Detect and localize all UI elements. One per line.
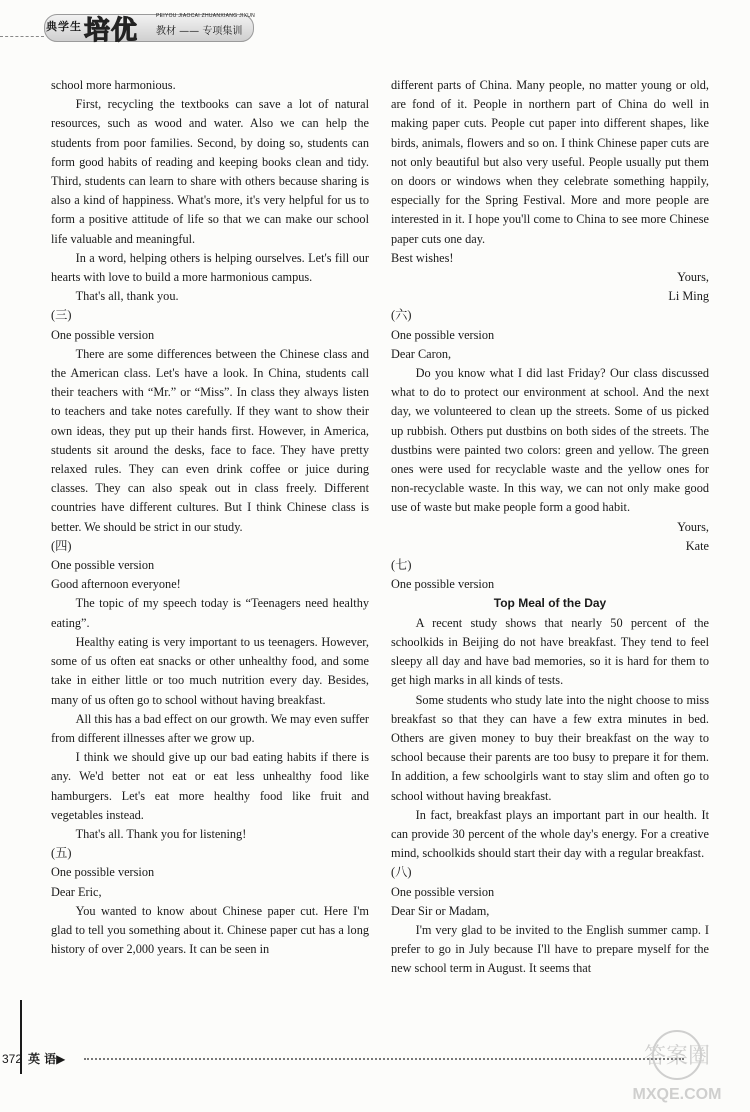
right-paragraph: Top Meal of the Day	[493, 596, 607, 611]
series-pinyin: PEIYOU JIAOCAI ZHUANXIANG JIXUN	[156, 13, 256, 19]
left-paragraph: The topic of my speech today is “Teenagers need healthy eating”.	[51, 596, 369, 630]
right-paragraph: Yours,	[677, 519, 709, 534]
left-paragraph: In a word, helping others is helping ourselves. Let's fill our hearts with love to build a more harmonious campus.	[51, 250, 369, 285]
subject-label: 英 语▶	[28, 1052, 66, 1066]
right-paragraph: Dear Sir or Madam,	[391, 903, 490, 918]
watermark-url: MXQE.COM	[632, 1086, 722, 1103]
left-paragraph: You wanted to know about Chinese paper cut. Here I'm glad to tell you something about it. Chinese paper cut has a long history of over 2,000 years. It can be seen in	[51, 903, 369, 957]
header-rule	[0, 36, 44, 37]
right-paragraph: (七)	[391, 558, 412, 573]
right-paragraph: different parts of China. Many people, no matter young or old, are fond of it. People in northern part of China do well in making paper cuts. People cut paper into different shapes, like birds, animals, flowers and so on. I think Chinese paper cuts are not only beautiful but also very useful. People usually put them on doors or windows when they celebrate something happily, especially for the Spring Festival. More and more people are interested in it. I hope you'll come to China to see more Chinese paper cuts one day.	[391, 78, 709, 246]
left-paragraph: One possible version	[51, 558, 155, 573]
right-paragraph: Kate	[685, 538, 709, 553]
left-paragraph: That's all, thank you.	[75, 289, 179, 304]
left-paragraph: (三)	[51, 308, 72, 323]
left-column	[51, 76, 369, 959]
watermark-text: 答案圈	[643, 1044, 711, 1069]
right-paragraph: Li Ming	[668, 289, 709, 304]
watermark-logo	[615, 1025, 740, 1105]
right-paragraph: Dear Caron,	[391, 346, 452, 361]
left-paragraph: (四)	[51, 538, 72, 553]
left-paragraph: One possible version	[51, 865, 155, 880]
series-small-text: 典学生	[46, 21, 82, 33]
left-paragraph: That's all. Thank you for listening!	[75, 826, 247, 841]
right-paragraph: Do you know what I did last Friday? Our class discussed what to do to protect our environment at school. And the next day, we volunteered to clean up the streets. Some of us picked up rubbish. Others put dustbins on both sides of the streets. The dustbins were painted two colors: green and yellow. The green ones were used for recyclable waste and the yellow ones for non-recyclable waste. In this way, we can not only make good use of waste but make people form a good habit.	[391, 366, 709, 515]
right-paragraph: One possible version	[391, 327, 495, 342]
footer-dotted-rule	[84, 1058, 684, 1060]
page-number: 372	[2, 1052, 23, 1066]
left-paragraph: First, recycling the textbooks can save a lot of natural resources, such as wood and water. Also we can help the students from poor families. Second, by doing so, students can form good habits of reading and keeping books clean and tidy. Third, students can learn to share with others because sharing is also a kind of happiness. What's more, it's very helpful for us to form a positive attitude of life so that we can make our school life valuable and meaningful.	[51, 97, 369, 246]
right-paragraph: Yours,	[677, 270, 709, 285]
left-paragraph: All this has a bad effect on our growth. We may even suffer from different illnesses after we grow up.	[51, 711, 369, 745]
right-paragraph: I'm very glad to be invited to the English summer camp. I prefer to go in July because I'll have to prepare myself for the new school term in August. It seems that	[391, 922, 709, 976]
right-paragraph: One possible version	[391, 577, 495, 592]
right-paragraph: Best wishes!	[391, 250, 454, 265]
left-paragraph: One possible version	[51, 327, 155, 342]
series-subtitle: 教材 —— 专项集训	[156, 26, 243, 37]
left-paragraph: (五)	[51, 846, 72, 861]
left-paragraph: I think we should give up our bad eating habits if there is any. We'd better not eat or eat less unhealthy food like hamburgers. Let's eat more healthy food like fruit and vegetables instead.	[51, 750, 369, 822]
page-header	[0, 0, 750, 58]
right-paragraph: (六)	[391, 308, 412, 323]
right-paragraph: Some students who study late into the night choose to miss breakfast so that they can have a few extra minutes in bed. Others are given money to buy their breakfast on the way to school because their parents are too busy to prepare it for them. In addition, a few schoolgirls want to stay slim and often go to school without having breakfast.	[391, 692, 709, 803]
right-paragraph: In fact, breakfast plays an important part in our health. It can provide 30 percent of the whole day's energy. For a creative mind, schoolkids should start their day with a regular breakfast.	[391, 807, 709, 861]
left-paragraph: Healthy eating is very important to us teenagers. However, some of us often eat snacks or other unhealthy food, and some take in either little or too much nutrition every day. Besides, many of us often go to school without having breakfast.	[51, 634, 369, 707]
right-paragraph: One possible version	[391, 884, 495, 899]
left-paragraph: There are some differences between the Chinese class and the American class. Let's have a look. In China, students call their teachers with “Mr.” or “Miss”. In class they always listen to teachers and take notes carefully. If they want to show their own ideas, they put up their hands first. However, in America, students sit around the desks, face to face. They have pretty relaxed rules. They can even drink coffee or juice during classes. They can also speak out in class freely. Different countries have different cultures. But I think Chinese class is better. We should be strict in our study.	[51, 346, 369, 534]
series-logo-text: 培优	[84, 16, 139, 46]
right-paragraph: A recent study shows that nearly 50 percent of the schoolkids in Beijing do not have breakfast. They tend to feel sleepy all day and have bad memories, so it is hard for them to get high marks in all kinds of tests.	[391, 615, 709, 688]
left-paragraph: school more harmonious.	[51, 78, 176, 92]
left-paragraph: Good afternoon everyone!	[51, 577, 181, 592]
right-paragraph: (八)	[391, 865, 412, 880]
right-column	[391, 76, 709, 979]
left-paragraph: Dear Eric,	[51, 884, 102, 899]
